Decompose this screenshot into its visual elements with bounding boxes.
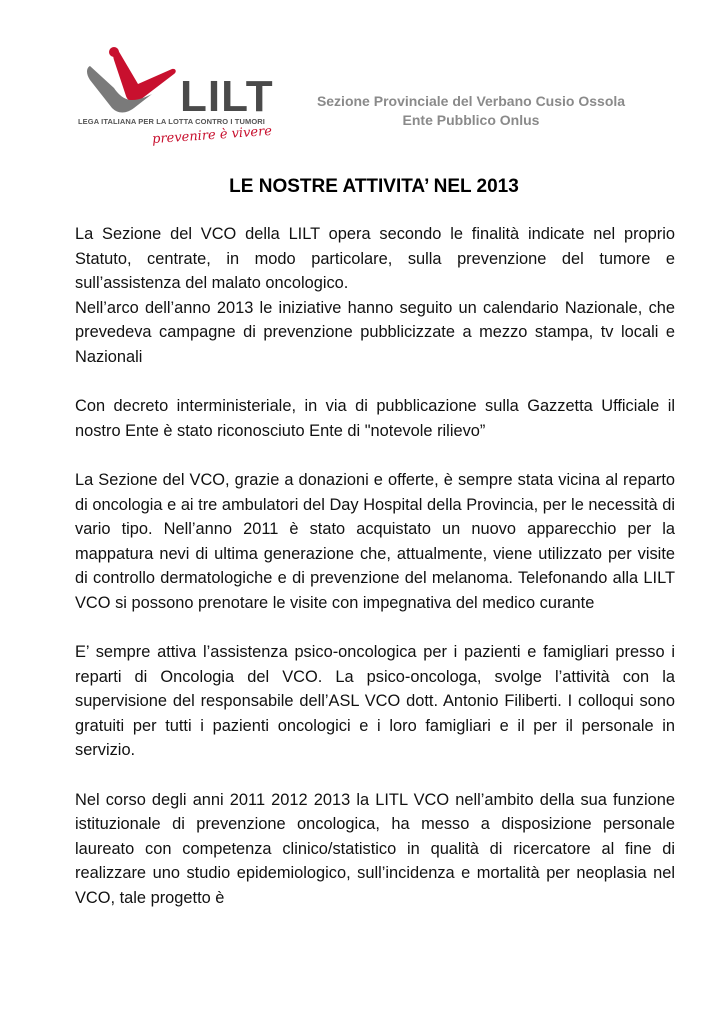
paragraph: La Sezione del VCO, grazie a donazioni e offerte, è sempre stata vicina al reparto di oncologia e ai tre ambulatori del Day Hospital della Provincia, per le necessità di vario tipo. Nell’anno 2011 è stato acquistato un nuovo apparecchio per la mappatura nevi di ultima generazione che, attualmente, viene utilizzato per visite di controllo dermatologiche e di prevenzione del melanoma. Telefonando alla LILT VCO si possono prenotare le visite con impegnativa del medico curante: [75, 470, 675, 612]
paragraph: E’ sempre attiva l’assistenza psico-oncologica per i pazienti e famigliari presso i reparti di Oncologia del VCO. La psico-oncologa, svolge l’attività con la supervisione del responsabile dell’ASL VCO dott. Antonio Filiberti. I colloqui sono gratuiti per tutti i pazienti oncologici e i loro famigliari e il per il personale in servizio.: [75, 643, 675, 760]
paragraph: Con decreto interministeriale, in via di pubblicazione sulla Gazzetta Ufficiale il nostro Ente è stato riconosciuto Ente di "notevole rilievo”: [75, 397, 675, 440]
paragraph: Nel corso degli anni 2011 2012 2013 la LITL VCO nell’ambito della sua funzione istituzionale di prevenzione oncologica, ha messo a disposizione personale laureato con competenza clinico/statistico in qualità di ricercatore al fine di realizzare uno studio epidemiologico, sull’incidenza e mortalità per neoplasia nel VCO, tale progetto è: [75, 790, 675, 908]
paragraph: La Sezione del VCO della LILT opera secondo le finalità indicate nel proprio Statuto, centrate, in modo particolare, sulla prevenzione del tumore e sull’assistenza del malato oncologico.: [75, 225, 675, 293]
header-line-1: Sezione Provinciale del Verbano Cusio Ossola: [316, 93, 626, 109]
logo-slogan: prevenire è vivere: [151, 123, 273, 148]
lilt-logo: [78, 44, 288, 164]
logo-wordmark: LILT: [180, 72, 274, 121]
document-title: LE NOSTRE ATTIVITA’ NEL 2013: [229, 176, 519, 197]
organization-header: [270, 92, 672, 130]
lilt-figure-icon: [78, 44, 188, 124]
document-body: [75, 222, 675, 935]
logo-tagline: LEGA ITALIANA PER LA LOTTA CONTRO I TUMORI: [78, 117, 265, 126]
paragraph: Nell’arco dell’anno 2013 le iniziative hanno seguito un calendario Nazionale, che prevedeva campagne di prevenzione pubblicizzate a mezzo stampa, tv locali e Nazionali: [75, 298, 675, 366]
header-line-2: Ente Pubblico Onlus: [402, 112, 540, 128]
